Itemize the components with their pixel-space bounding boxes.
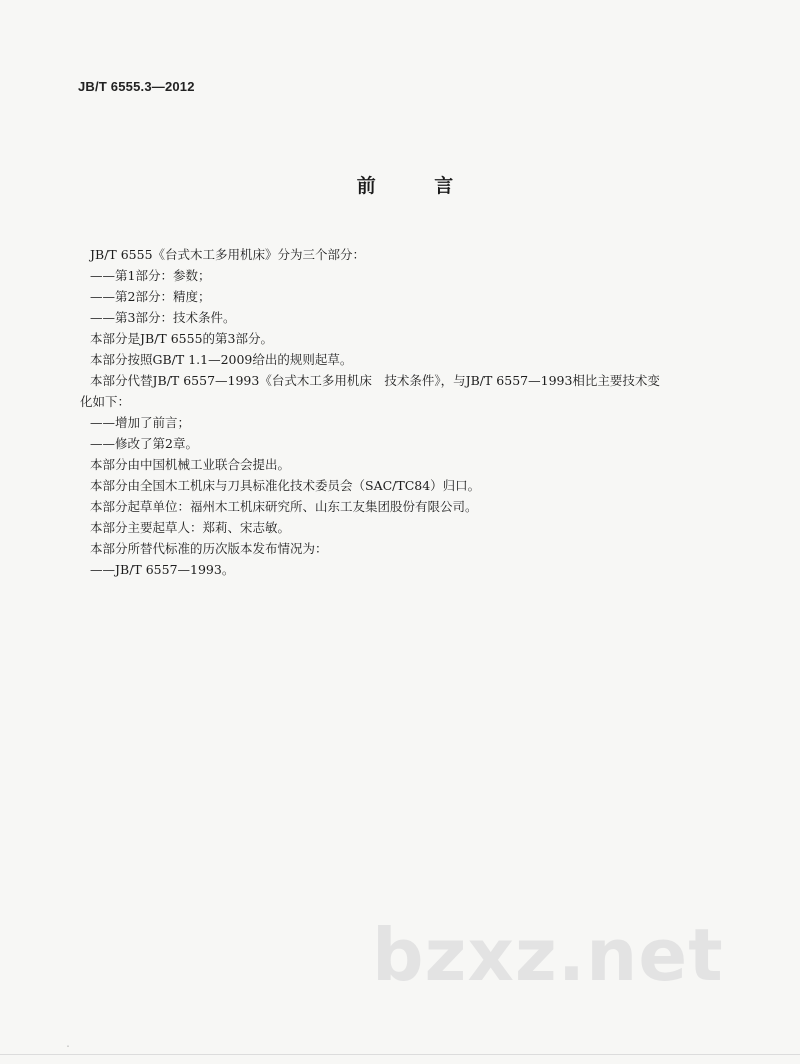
paragraph-drafting-rules: 本部分按照GB/T 1.1—2009给出的规则起草。 (90, 352, 353, 367)
paragraph-replaces-continued: 化如下： (80, 394, 131, 409)
foreword-heading: 前 言 (356, 175, 480, 197)
standard-number: JB/T 6555.3—2012 (78, 79, 195, 94)
paragraph-previous-editions: 本部分所替代标准的历次版本发布情况为： (90, 541, 328, 556)
footer-mark: ˙ (66, 1045, 70, 1054)
paragraph-administered-by: 本部分由全国木工机床与刀具标准化技术委员会（SAC/TC84）归口。 (90, 478, 481, 493)
list-item-change-2: ——修改了第2章。 (90, 436, 198, 451)
paragraph-drafters: 本部分主要起草人：郑莉、宋志敏。 (90, 520, 291, 535)
paragraph-proposed-by: 本部分由中国机械工业联合会提出。 (90, 457, 291, 472)
list-item-part-3: ——第3部分：技术条件。 (90, 310, 236, 325)
paragraph-drafting-units: 本部分起草单位：福州木工机床研究所、山东工友集团股份有限公司。 (90, 499, 478, 514)
list-item-part-2: ——第2部分：精度； (90, 289, 211, 304)
foreword-body (80, 244, 730, 580)
paragraph-parts-intro: JB/T 6555《台式木工多用机床》分为三个部分： (90, 247, 366, 262)
paragraph-replaces: 本部分代替JB/T 6557—1993《台式木工多用机床 技术条件》，与JB/T 6557—1993相比主要技术变 (90, 373, 660, 388)
list-item-change-1: ——增加了前言； (90, 415, 191, 430)
page-bottom-rule (0, 1054, 800, 1055)
list-item-previous-edition: ——JB/T 6557—1993。 (90, 562, 235, 577)
paragraph-part-statement: 本部分是JB/T 6555的第3部分。 (90, 331, 273, 346)
list-item-part-1: ——第1部分：参数； (90, 268, 211, 283)
site-watermark: bzxz.net (372, 913, 724, 997)
